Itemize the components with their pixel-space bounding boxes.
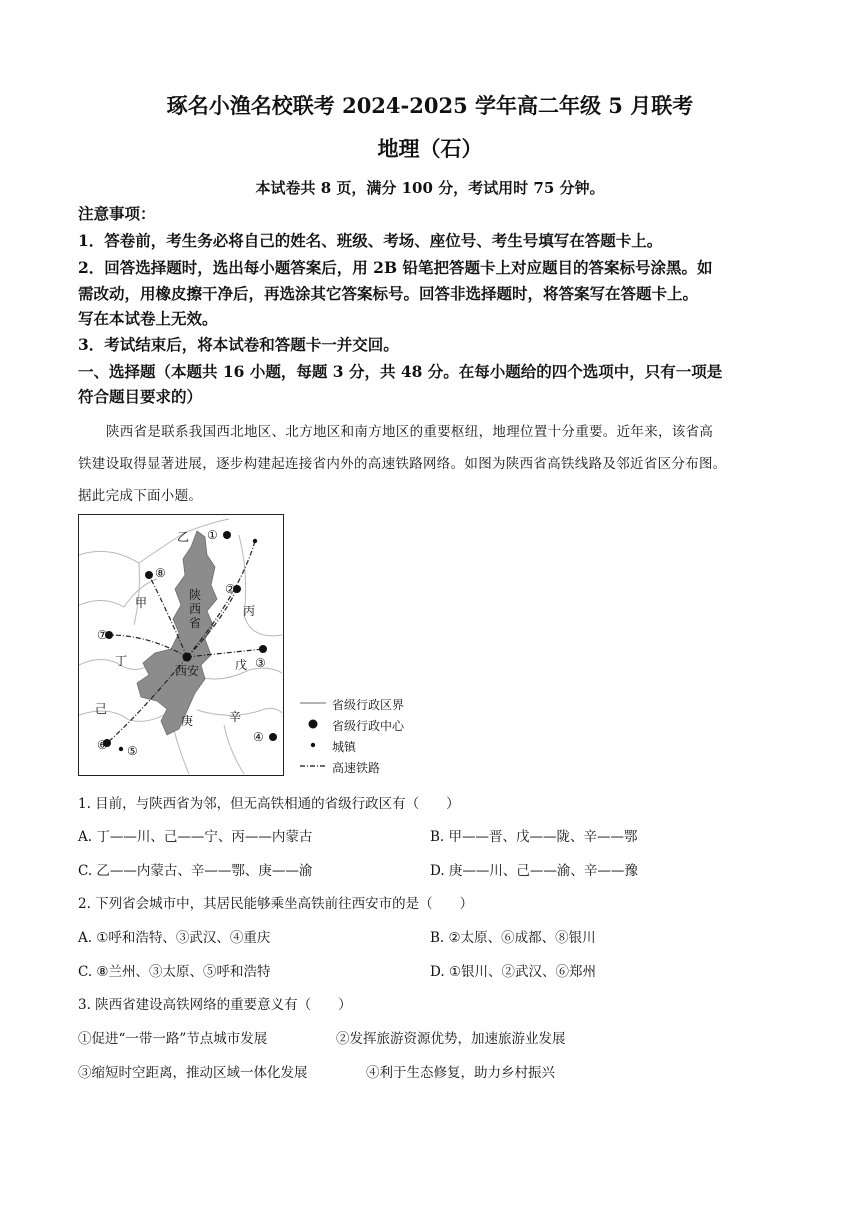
label-province-3: 省 — [189, 616, 202, 630]
passage-line-3: 据此完成下面小题。 — [78, 488, 203, 504]
question-1-stem: 1. 目前，与陕西省为邻，但无高铁相通的省级行政区有（ ） — [78, 796, 460, 812]
label-geng: 庚 — [181, 714, 194, 728]
label-xin: 辛 — [229, 710, 242, 724]
question-3-item-4: ④利于生态修复，助力乡村振兴 — [366, 1065, 555, 1081]
town-marker — [253, 539, 257, 543]
notice-item-2-end: 写在本试卷上无效。 — [78, 309, 218, 328]
rail-map — [78, 514, 284, 776]
label-province-2: 西 — [189, 602, 202, 616]
label-bing: 丙 — [243, 604, 256, 618]
marker-5: ⑤ — [127, 744, 138, 758]
legend-boundary: 省级行政区界 — [332, 698, 405, 712]
label-ding: 丁 — [115, 654, 128, 668]
question-3-item-1: ①促进“一带一路”节点城市发展 — [78, 1031, 268, 1047]
marker-2: ② — [225, 582, 236, 596]
question-1-option-a: A. 丁——川、己——宁、丙——内蒙古 — [78, 829, 313, 845]
town-symbol — [311, 743, 315, 747]
notice-item-1: 1．答卷前，考生务必将自己的姓名、班级、考场、座位号、考生号填写在答题卡上。 — [78, 231, 663, 250]
label-yi: 乙 — [177, 530, 190, 544]
town-marker — [119, 747, 123, 751]
capital-8 — [145, 571, 153, 579]
notice-item-3: 3．考试结束后，将本试卷和答题卡一并交回。 — [78, 335, 399, 354]
marker-6: ⑥ — [97, 738, 108, 752]
subject-title: 地理（石） — [377, 136, 483, 161]
label-ji: 己 — [95, 702, 108, 716]
shaanxi-province — [137, 531, 217, 735]
legend-capital: 省级行政中心 — [332, 719, 405, 733]
legend-railway: 高速铁路 — [332, 761, 381, 775]
capital-1 — [223, 531, 231, 539]
legend-symbols — [300, 694, 330, 776]
label-province-1: 陕 — [189, 588, 202, 602]
question-3-stem: 3. 陕西省建设高铁网络的重要意义有（ ） — [78, 997, 352, 1013]
exam-title: 琢名小渔名校联考 2024-2025 学年高二年级 5 月联考 — [166, 93, 694, 118]
question-2-option-c: C. ⑧兰州、③太原、⑤呼和浩特 — [78, 964, 271, 980]
passage-line-1: 陕西省是联系我国西北地区、北方地区和南方地区的重要枢纽，地理位置十分重要。近年来，该省高 — [106, 424, 714, 440]
label-jia: 甲 — [135, 596, 148, 610]
notice-item-2: 2．回答选择题时，选出每小题答案后，用 2B 铅笔把答题卡上对应题目的答案标号涂黑。如 — [78, 258, 713, 277]
question-3-item-3: ③缩短时空距离，推动区域一体化发展 — [78, 1065, 308, 1081]
capital-3 — [259, 645, 267, 653]
question-1-option-d: D. 庚——川、己——渝、辛——豫 — [430, 863, 638, 879]
section-heading-cont: 符合题目要求的） — [78, 387, 203, 406]
label-xian: 西安 — [175, 664, 200, 678]
question-2-option-a: A. ①呼和浩特、③武汉、④重庆 — [78, 930, 271, 946]
question-2-option-b: B. ②太原、⑥成都、⑧银川 — [430, 930, 596, 946]
marker-3: ③ — [255, 656, 266, 670]
marker-4: ④ — [253, 730, 264, 744]
marker-8: ⑧ — [155, 566, 166, 580]
question-2-stem: 2. 下列省会城市中，其居民能够乘坐高铁前往西安市的是（ ） — [78, 896, 474, 912]
xian-capital — [183, 653, 192, 662]
question-1-option-c: C. 乙——内蒙古、辛——鄂、庚——渝 — [78, 863, 313, 879]
notice-heading: 注意事项： — [78, 204, 156, 223]
question-2-option-d: D. ①银川、②武汉、⑥郑州 — [430, 964, 597, 980]
marker-1: ① — [207, 528, 218, 542]
marker-7: ⑦ — [97, 628, 108, 642]
capital-4 — [269, 733, 277, 741]
exam-info: 本试卷共 8 页，满分 100 分，考试用时 75 分钟。 — [255, 179, 605, 197]
notice-item-2-cont: 需改动，用橡皮擦干净后，再选涂其它答案标号。回答非选择题时，将答案写在答题卡上。 — [78, 284, 699, 303]
question-3-item-2: ②发挥旅游资源优势，加速旅游业发展 — [336, 1031, 566, 1047]
question-1-option-b: B. 甲——晋、戊——陇、辛——鄂 — [430, 829, 638, 845]
label-wu: 戊 — [235, 658, 248, 672]
legend-town: 城镇 — [332, 740, 357, 754]
capital-symbol — [309, 720, 318, 729]
section-heading: 一、选择题（本题共 16 小题，每题 3 分，共 48 分。在每小题给的四个选项中，只有一项是 — [78, 362, 723, 381]
passage-line-2: 铁建设取得显著进展，逐步构建起连接省内外的高速铁路网络。如图为陕西省高铁线路及邻近省区分布图。 — [78, 456, 727, 472]
